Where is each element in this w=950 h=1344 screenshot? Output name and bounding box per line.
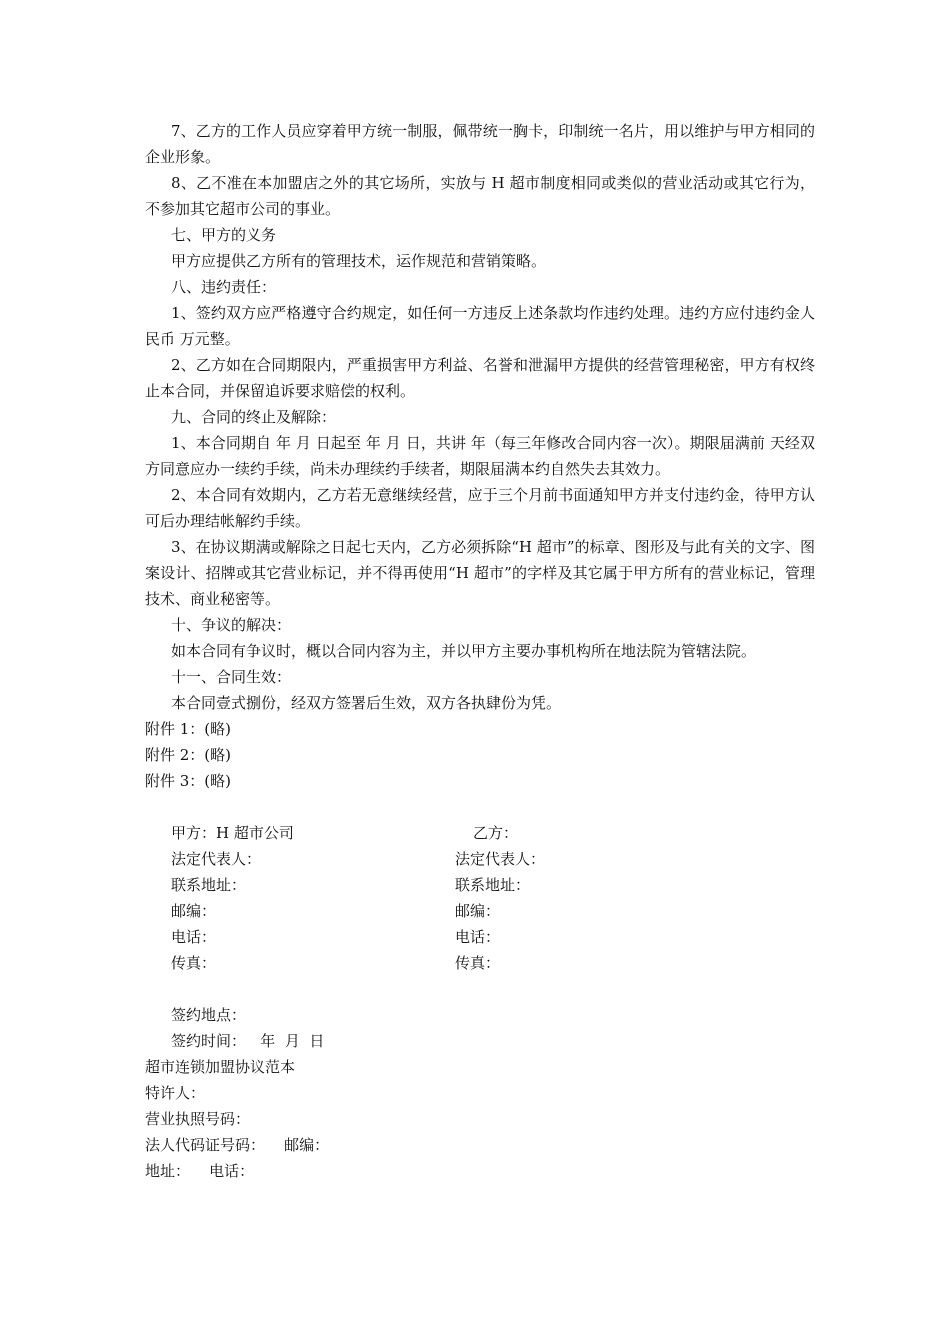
party-b-name: 乙方： xyxy=(473,824,519,842)
signature-block xyxy=(145,820,815,976)
signature-row xyxy=(145,820,815,846)
attachment-1: 附件 1：(略) xyxy=(145,720,232,738)
party-a-fax: 传真： xyxy=(171,954,217,972)
template-title: 超市连锁加盟协议范本 xyxy=(145,1058,296,1076)
party-b-phone: 电话： xyxy=(455,928,501,946)
section-9-clause-1: 1、本合同期自 年 月 日起至 年 月 日，共讲 年（每三年修改合同内容一次）。期限届满前 天经双方同意应办一续约手续，尚未办理续约手续者，期限届满本约自然失去其效力。 xyxy=(145,434,815,478)
spacer xyxy=(145,794,815,820)
signature-row xyxy=(145,898,815,924)
signature-row xyxy=(145,846,815,872)
section-9-heading: 九、合同的终止及解除： xyxy=(171,408,337,426)
section-10-body: 如本合同有争议时，概以合同内容为主，并以甲方主要办事机构所在地法院为管辖法院。 xyxy=(171,642,757,660)
section-10-heading: 十、争议的解决： xyxy=(171,616,292,634)
party-a-address: 联系地址： xyxy=(171,876,247,894)
section-9-clause-2: 2、本合同有效期内，乙方若无意继续经营，应于三个月前书面通知甲方并支付违约金，待甲方认可后办理结帐解约手续。 xyxy=(145,486,815,530)
party-a-postcode: 邮编： xyxy=(171,902,217,920)
party-b-address: 联系地址： xyxy=(455,876,531,894)
party-b-postcode: 邮编： xyxy=(455,902,501,920)
business-license-field: 营业执照号码： xyxy=(145,1110,251,1128)
section-7-heading: 七、甲方的义务 xyxy=(171,226,277,244)
section-8-clause-1: 1、签约双方应严格遵守合约规定，如任何一方违反上述条款均作违约处理。违约方应付违约金人民币 万元整。 xyxy=(145,304,815,348)
signature-row xyxy=(145,924,815,950)
clause-8: 8、乙不准在本加盟店之外的其它场所，实放与 H 超市制度相同或类似的营业活动或其它行为，不参加其它超市公司的事业。 xyxy=(145,174,815,218)
party-a-representative: 法定代表人： xyxy=(171,850,262,868)
clause-7: 7、乙方的工作人员应穿着甲方统一制服，佩带统一胸卡，印制统一名片，用以维护与甲方相同的企业形象。 xyxy=(145,122,815,166)
section-11-heading: 十一、合同生效： xyxy=(171,668,292,686)
legal-code-field: 法人代码证号码： 邮编： xyxy=(145,1136,330,1154)
section-7-body: 甲方应提供乙方所有的管理技术，运作规范和营销策略。 xyxy=(171,252,547,270)
address-phone-field: 地址： 电话： xyxy=(145,1162,255,1180)
template-header xyxy=(145,1054,815,1184)
attachment-2: 附件 2：(略) xyxy=(145,746,232,764)
franchisor-field: 特许人： xyxy=(145,1084,206,1102)
signing-place: 签约地点： xyxy=(171,1006,247,1024)
signature-row xyxy=(145,872,815,898)
attachment-3: 附件 3：(略) xyxy=(145,772,232,790)
party-b-fax: 传真： xyxy=(455,954,501,972)
section-9-clause-3: 3、在协议期满或解除之日起七天内，乙方必须拆除“H 超市”的标章、图形及与此有关的文字、图案设计、招牌或其它营业标记，并不得再使用“H 超市”的字样及其它属于甲方所有的营业标记，管理技术、商业秘密等。 xyxy=(145,538,815,608)
signature-row xyxy=(145,950,815,976)
signing-time: 签约时间： 年 月 日 xyxy=(171,1032,325,1050)
attachments-list xyxy=(145,716,815,794)
spacer xyxy=(145,976,815,1002)
party-a-name: 甲方：H 超市公司 xyxy=(171,824,294,842)
section-8-heading: 八、违约责任： xyxy=(171,278,277,296)
section-11-body: 本合同壹式捌份，经双方签署后生效，双方各执肆份为凭。 xyxy=(171,694,562,712)
contract-text xyxy=(145,118,815,1184)
party-a-phone: 电话： xyxy=(171,928,217,946)
section-8-clause-2: 2、乙方如在合同期限内，严重损害甲方利益、名誉和泄漏甲方提供的经营管理秘密，甲方有权终止本合同，并保留追诉要求赔偿的权利。 xyxy=(145,356,815,400)
party-b-representative: 法定代表人： xyxy=(455,850,546,868)
